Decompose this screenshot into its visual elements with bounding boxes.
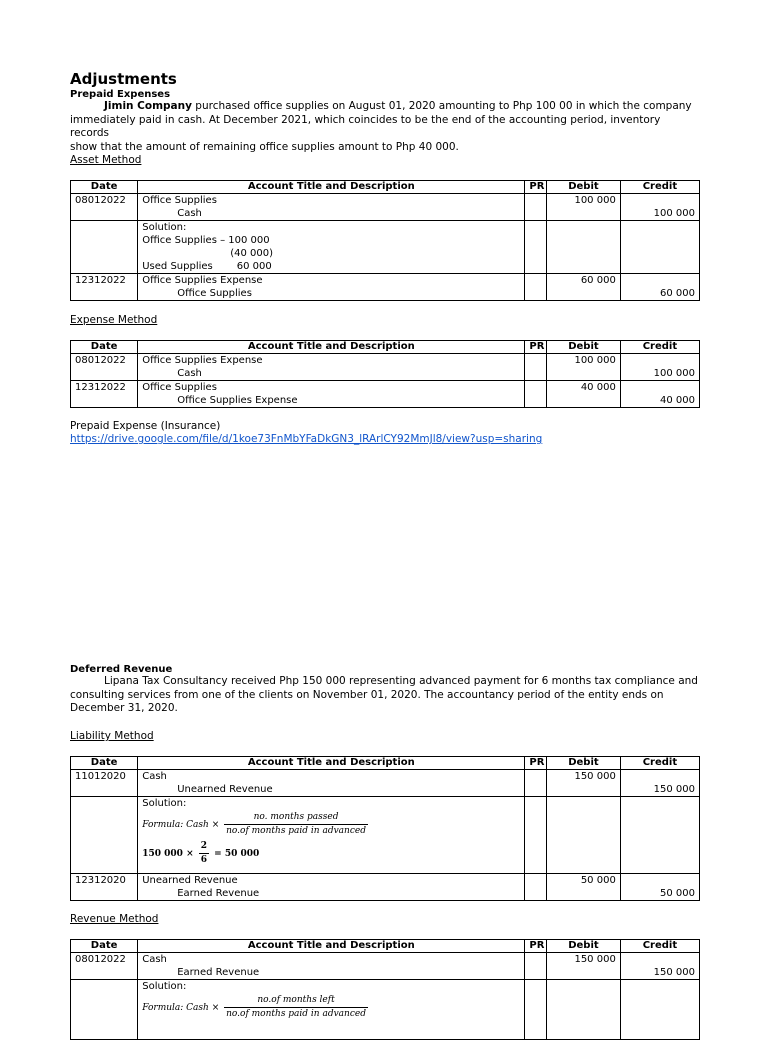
revenue-method-section [70, 939, 700, 1040]
expense-method-section [70, 340, 700, 408]
company-name: Jimin Company [104, 100, 192, 112]
table-header-row [71, 181, 700, 194]
formula: Formula: Cash × $\frac{\text{no. months passed}}{\text{no.of months paid in advanced}}$ [142, 812, 366, 836]
expense-method-table [70, 340, 700, 408]
calculation: 150 000 × $\frac{2}{6}$ = 50 000 [142, 841, 260, 865]
liability-method-section [70, 756, 700, 901]
table-row: 11012020 Cash Unearned Revenue 150 000 150 000 [71, 770, 700, 797]
deferred-paragraph: Lipana Tax Consultancy received Php 150 000 representing advanced payment for 6 months tax compliance and consulting services from one of the clients on November 01, 2020. The accountancy period of the entity ends on December 31, 2020. [70, 675, 698, 714]
header-debit: Debit [547, 181, 621, 194]
header-credit: Credit [620, 181, 699, 194]
revenue-method-label: Revenue Method [70, 913, 159, 925]
table-row: 12312020 Unearned Revenue Earned Revenue 50 000 50 000 [71, 874, 700, 901]
deferred-heading: Deferred Revenue [70, 664, 173, 675]
table-row: 08012022 Office Supplies Cash 100 000 100 000 [71, 194, 700, 221]
asset-method-label: Asset Method [70, 154, 142, 166]
deferred-section [70, 664, 700, 716]
asset-method-section [70, 180, 700, 301]
insurance-label: Prepaid Expense (Insurance) [70, 420, 221, 432]
solution-row: Solution: Formula: Cash × $\frac{\text{no. months passed}}{\text{no.of months paid in advanced}}$ 150 000 × $\frac{2}{6}$ = 50 000 [71, 797, 700, 874]
table-header-row: Date Account Title and Description PR Debit Credit [71, 940, 700, 953]
solution-row: Solution: Office Supplies – 100 000 (40 000) Used Supplies 60 000 [71, 221, 700, 274]
asset-method-table [70, 180, 700, 301]
table-row: 08012022 Office Supplies Expense Cash 100 000 100 000 [71, 354, 700, 381]
prepaid-heading: Prepaid Expenses [70, 89, 171, 100]
revenue-method-table [70, 939, 700, 1040]
expense-method-label: Expense Method [70, 314, 158, 326]
insurance-link[interactable]: https://drive.google.com/file/d/1koe73FnMbYFaDkGN3_lRArlCY92MmJl8/view?usp=sharing [70, 433, 543, 445]
table-row: 12312022 Office Supplies Office Supplies Expense 40 000 40 000 [71, 381, 700, 408]
header-pr: PR [525, 181, 547, 194]
header-account: Account Title and Description [138, 181, 525, 194]
header-date: Date [71, 181, 138, 194]
prepaid-section [70, 89, 700, 154]
formula: Formula: Cash × $\frac{\text{no.of months left}}{\text{no.of months paid in advanced}}$ [142, 995, 366, 1019]
liability-method-table [70, 756, 700, 901]
prepaid-paragraph: Jimin Company purchased office supplies on August 01, 2020 amounting to Php 100 00 in which the company immediately paid in cash. At December 2021, which coincides to be the end of the accounting period, inventory records show that the amount of remaining office supplies amount to Php 40 000. [70, 100, 692, 153]
table-row: 08012022 Cash Earned Revenue 150 000 150 000 [71, 953, 700, 980]
table-header-row: Date Account Title and Description PR Debit Credit [71, 757, 700, 770]
table-row: 12312022 Office Supplies Expense Office Supplies 60 000 60 000 [71, 274, 700, 301]
table-header-row: Date Account Title and Description PR Debit Credit [71, 341, 700, 354]
liability-method-label: Liability Method [70, 730, 154, 742]
insurance-section [70, 420, 700, 445]
solution-row: Solution: Formula: Cash × $\frac{\text{no.of months left}}{\text{no.of months paid in advanced}}$ [71, 980, 700, 1040]
page-title: Adjustments [70, 70, 177, 88]
